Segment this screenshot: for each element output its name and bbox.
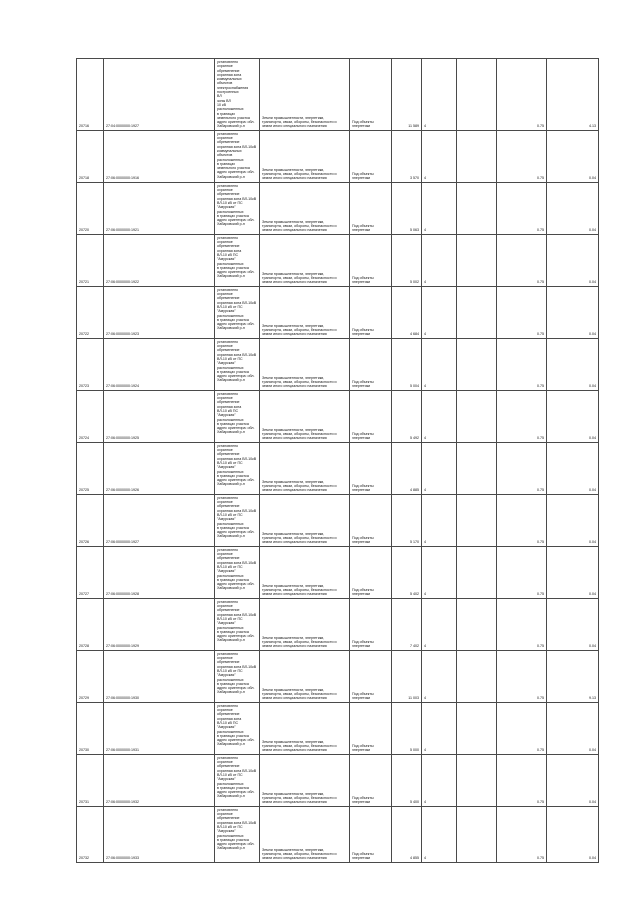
- table-row: [77, 806, 599, 862]
- col9-cell: 0.75: [497, 754, 547, 806]
- col8-cell: [457, 338, 497, 390]
- cadastral-number-cell: 27:06:0000000:1925: [104, 390, 215, 442]
- cadastral-number-cell: 27:06:0000000:1928: [104, 546, 215, 598]
- area-cell: 4 855: [392, 806, 422, 862]
- row-number-cell: 20716: [77, 59, 104, 131]
- col9-cell: 0.75: [497, 286, 547, 338]
- land-category-cell: Земли промышленности, энергетики, транспорта, связи, обороны, безопасности и земли иного специального назначения: [260, 338, 350, 390]
- land-category-cell: Земли промышленности, энергетики, транспорта, связи, обороны, безопасности и земли иного специального назначения: [260, 182, 350, 234]
- land-category-cell: Земли промышленности, энергетики, транспорта, связи, обороны, безопасности и земли иного специального назначения: [260, 598, 350, 650]
- col8-cell: [457, 182, 497, 234]
- area-cell: 7 402: [392, 598, 422, 650]
- col7-cell: 4: [422, 182, 457, 234]
- cadastral-number-cell: 27:06:0000000:1926: [104, 442, 215, 494]
- row-number-cell: 20722: [77, 286, 104, 338]
- col10-cell: 0.04: [547, 286, 599, 338]
- land-category-cell: Земли промышленности, энергетики, транспорта, связи, обороны, безопасности и земли иного специального назначения: [260, 754, 350, 806]
- col8-cell: [457, 754, 497, 806]
- land-category-cell: Земли промышленности, энергетики, транспорта, связи, обороны, безопасности и земли иного специального назначения: [260, 234, 350, 286]
- encumbrance-description-cell: установлено охранное обременение охранная зона ВЛ-10кВ ВЛ-10 кВ от ПС "Амурская" расположенных в границах участка адрес ориентира: обл. Хабаровский р-н: [215, 494, 260, 546]
- area-cell: 5 002: [392, 234, 422, 286]
- encumbrance-description-cell: установлено охранное обременение охранная зона ВЛ-10кВ ВЛ-10 кВ от ПС "Амурская" расположенных в границах участка адрес ориентира: обл. Хабаровский р-н: [215, 806, 260, 862]
- col8-cell: [457, 442, 497, 494]
- cadastral-number-cell: 27:06:0000000:1923: [104, 286, 215, 338]
- col10-cell: 0.04: [547, 182, 599, 234]
- col7-cell: 4: [422, 650, 457, 702]
- cadastral-number-cell: 27:06:0000000:1916: [104, 130, 215, 182]
- col9-cell: 0.75: [497, 130, 547, 182]
- encumbrance-description-cell: установлено охранное обременение охранная зона ВЛ-10кВ ВЛ-10 кВ от ПС "Амурская" расположенных в границах участка адрес ориентира: обл. Хабаровский р-н: [215, 650, 260, 702]
- cadastral-number-cell: 27:06:0000000:1932: [104, 754, 215, 806]
- encumbrance-description-cell: установлено охранное обременение охранная зона коммунальных объектов электроснабжения построенных ВЛ зоны ВЛ 10 кВ расположенных в границах земельного участка адрес ориентира: обл. Хабаровский р-н: [215, 59, 260, 131]
- area-cell: 4 684: [392, 286, 422, 338]
- col8-cell: [457, 234, 497, 286]
- table-row: [77, 338, 599, 390]
- col10-cell: 0.04: [547, 546, 599, 598]
- row-number-cell: 20720: [77, 182, 104, 234]
- permitted-use-cell: Под объекты энергетики: [350, 182, 392, 234]
- cadastral-number-cell: 27:06:0000000:1931: [104, 702, 215, 754]
- col9-cell: 0.75: [497, 338, 547, 390]
- col10-cell: 0.04: [547, 390, 599, 442]
- cadastral-number-cell: 27:06:0000000:1922: [104, 234, 215, 286]
- cadastral-number-cell: 27:04:0000000:1927: [104, 59, 215, 131]
- col8-cell: [457, 598, 497, 650]
- col10-cell: 0.04: [547, 598, 599, 650]
- col7-cell: 4: [422, 442, 457, 494]
- row-number-cell: 20730: [77, 702, 104, 754]
- col10-cell: 0.04: [547, 442, 599, 494]
- area-cell: 11 003: [392, 650, 422, 702]
- land-category-cell: Земли промышленности, энергетики, транспорта, связи, обороны, безопасности и земли иного специального назначения: [260, 806, 350, 862]
- col10-cell: 0.04: [547, 702, 599, 754]
- area-cell: 5 492: [392, 390, 422, 442]
- col7-cell: 4: [422, 234, 457, 286]
- row-number-cell: 20724: [77, 390, 104, 442]
- row-number-cell: 20727: [77, 546, 104, 598]
- cadastral-number-cell: 27:06:0000000:1930: [104, 650, 215, 702]
- col9-cell: 0.75: [497, 59, 547, 131]
- area-cell: 3 570: [392, 130, 422, 182]
- permitted-use-cell: Под объекты энергетики: [350, 806, 392, 862]
- land-category-cell: Земли промышленности, энергетики, транспорта, связи, обороны, безопасности и земли иного специального назначения: [260, 286, 350, 338]
- col10-cell: 0.04: [547, 494, 599, 546]
- land-category-cell: Земли промышленности, энергетики, транспорта, связи, обороны, безопасности и земли иного специального назначения: [260, 390, 350, 442]
- area-cell: 11 589: [392, 59, 422, 131]
- permitted-use-cell: Под объекты энергетики: [350, 130, 392, 182]
- col9-cell: 0.75: [497, 182, 547, 234]
- table-row: [77, 130, 599, 182]
- land-category-cell: Земли промышленности, энергетики, транспорта, связи, обороны, безопасности и земли иного специального назначения: [260, 546, 350, 598]
- col10-cell: 4.13: [547, 59, 599, 131]
- land-category-cell: Земли промышленности, энергетики, транспорта, связи, обороны, безопасности и земли иного специального назначения: [260, 494, 350, 546]
- permitted-use-cell: Под объекты энергетики: [350, 286, 392, 338]
- col9-cell: 0.75: [497, 702, 547, 754]
- col7-cell: 4: [422, 59, 457, 131]
- col7-cell: 4: [422, 598, 457, 650]
- col9-cell: 0.75: [497, 546, 547, 598]
- permitted-use-cell: Под объекты энергетики: [350, 442, 392, 494]
- table-row: [77, 754, 599, 806]
- encumbrance-description-cell: установлено охранное обременение охранная зона ВЛ-10 кВ ПС "Амурская" расположенных в границах участка адрес ориентира: обл. Хабаровский р-н: [215, 390, 260, 442]
- col8-cell: [457, 806, 497, 862]
- col7-cell: 4: [422, 806, 457, 862]
- area-cell: 5 170: [392, 494, 422, 546]
- table-row: [77, 494, 599, 546]
- col10-cell: 0.04: [547, 234, 599, 286]
- col9-cell: 0.75: [497, 494, 547, 546]
- land-category-cell: Земли промышленности, энергетики, транспорта, связи, обороны, безопасности и земли иного специального назначения: [260, 650, 350, 702]
- area-cell: 5 400: [392, 754, 422, 806]
- table-row: [77, 390, 599, 442]
- row-number-cell: 20729: [77, 650, 104, 702]
- row-number-cell: 20718: [77, 130, 104, 182]
- cadastral-number-cell: 27:06:0000000:1929: [104, 598, 215, 650]
- table-row: [77, 182, 599, 234]
- permitted-use-cell: Под объекты энергетики: [350, 338, 392, 390]
- land-category-cell: Земли промышленности, энергетики, транспорта, связи, обороны, безопасности и земли иного специального назначения: [260, 130, 350, 182]
- encumbrance-description-cell: установлено охранное обременение охранная зона ВЛ-10кВ ВЛ-10 кВ от ПС "Амурская" расположенных в границах участка адрес ориентира: обл. Хабаровский р-н: [215, 754, 260, 806]
- col10-cell: 0.04: [547, 338, 599, 390]
- col9-cell: 0.75: [497, 234, 547, 286]
- area-cell: 5 063: [392, 182, 422, 234]
- col8-cell: [457, 702, 497, 754]
- col7-cell: 4: [422, 286, 457, 338]
- col7-cell: 4: [422, 494, 457, 546]
- col7-cell: 4: [422, 754, 457, 806]
- col8-cell: [457, 546, 497, 598]
- land-category-cell: Земли промышленности, энергетики, транспорта, связи, обороны, безопасности и земли иного специального назначения: [260, 702, 350, 754]
- col10-cell: 0.04: [547, 754, 599, 806]
- row-number-cell: 20731: [77, 754, 104, 806]
- permitted-use-cell: Под объекты энергетики: [350, 598, 392, 650]
- table-row: [77, 702, 599, 754]
- cadastral-number-cell: 27:06:0000000:1927: [104, 494, 215, 546]
- land-category-cell: Земли промышленности, энергетики, транспорта, связи, обороны, безопасности и земли иного специального назначения: [260, 59, 350, 131]
- col9-cell: 0.75: [497, 650, 547, 702]
- area-cell: 5 000: [392, 702, 422, 754]
- permitted-use-cell: Под объекты энергетики: [350, 546, 392, 598]
- encumbrance-description-cell: установлено охранное обременение охранная зона ВЛ-10кВ ВЛ-10 кВ от ПС "Амурская" расположенных в границах участка адрес ориентира: обл. Хабаровский р-н: [215, 182, 260, 234]
- table-row: [77, 234, 599, 286]
- col9-cell: 0.75: [497, 806, 547, 862]
- permitted-use-cell: Под объекты энергетики: [350, 650, 392, 702]
- land-register-table: [76, 58, 599, 863]
- row-number-cell: 20728: [77, 598, 104, 650]
- col7-cell: 4: [422, 546, 457, 598]
- encumbrance-description-cell: установлено охранное обременение охранная зона ВЛ-10кВ коммунальных объектов расположенных в границах земельного участка адрес ориентира: обл. Хабаровский р-н: [215, 130, 260, 182]
- area-cell: 5 004: [392, 338, 422, 390]
- encumbrance-description-cell: установлено охранное обременение охранная зона ВЛ-10кВ ВЛ-10 кВ от ПС "Амурская" расположенных в границах участка адрес ориентира: обл. Хабаровский р-н: [215, 286, 260, 338]
- col9-cell: 0.75: [497, 442, 547, 494]
- cadastral-number-cell: 27:06:0000000:1933: [104, 806, 215, 862]
- row-number-cell: 20726: [77, 494, 104, 546]
- permitted-use-cell: Под объекты энергетики: [350, 390, 392, 442]
- land-category-cell: Земли промышленности, энергетики, транспорта, связи, обороны, безопасности и земли иного специального назначения: [260, 442, 350, 494]
- table-row: [77, 546, 599, 598]
- row-number-cell: 20723: [77, 338, 104, 390]
- cadastral-number-cell: 27:06:0000000:1924: [104, 338, 215, 390]
- table-body: [77, 59, 599, 863]
- col7-cell: 4: [422, 130, 457, 182]
- permitted-use-cell: Под объекты энергетики: [350, 494, 392, 546]
- permitted-use-cell: Под объекты энергетики: [350, 234, 392, 286]
- col8-cell: [457, 130, 497, 182]
- encumbrance-description-cell: установлено охранное обременение охранная зона ВЛ-10 кВ ПС "Амурская" расположенных в границах участка адрес ориентира: обл. Хабаровский р-н: [215, 702, 260, 754]
- area-cell: 5 402: [392, 546, 422, 598]
- table-row: [77, 650, 599, 702]
- area-cell: 4 885: [392, 442, 422, 494]
- col8-cell: [457, 286, 497, 338]
- col10-cell: 0.04: [547, 806, 599, 862]
- col8-cell: [457, 59, 497, 131]
- col9-cell: 0.75: [497, 390, 547, 442]
- table-row: [77, 442, 599, 494]
- table-row: [77, 286, 599, 338]
- col8-cell: [457, 390, 497, 442]
- permitted-use-cell: Под объекты энергетики: [350, 59, 392, 131]
- col8-cell: [457, 650, 497, 702]
- col9-cell: 0.75: [497, 598, 547, 650]
- encumbrance-description-cell: установлено охранное обременение охранная зона ВЛ-10кВ ВЛ-10 кВ от ПС "Амурская" расположенных в границах участка адрес ориентира: обл. Хабаровский р-н: [215, 338, 260, 390]
- table-row: [77, 59, 599, 131]
- col10-cell: 0.04: [547, 130, 599, 182]
- col10-cell: 9.13: [547, 650, 599, 702]
- encumbrance-description-cell: установлено охранное обременение охранная зона ВЛ-10кВ ВЛ-10 кВ от ПС "Амурская" расположенных в границах участка адрес ориентира: обл. Хабаровский р-н: [215, 546, 260, 598]
- encumbrance-description-cell: установлено охранное обременение охранная зона ВЛ-10кВ ВЛ-10 кВ от ПС "Амурская" расположенных в границах участка адрес ориентира: обл. Хабаровский р-н: [215, 598, 260, 650]
- row-number-cell: 20721: [77, 234, 104, 286]
- col8-cell: [457, 494, 497, 546]
- row-number-cell: 20732: [77, 806, 104, 862]
- permitted-use-cell: Под объекты энергетики: [350, 702, 392, 754]
- col7-cell: 4: [422, 338, 457, 390]
- permitted-use-cell: Под объекты энергетики: [350, 754, 392, 806]
- encumbrance-description-cell: установлено охранное обременение охранная зона ВЛ-10кВ ВЛ-10 кВ от ПС "Амурская" расположенных в границах участка адрес ориентира: обл. Хабаровский р-н: [215, 442, 260, 494]
- row-number-cell: 20725: [77, 442, 104, 494]
- col7-cell: 4: [422, 702, 457, 754]
- col7-cell: 4: [422, 390, 457, 442]
- cadastral-number-cell: 27:06:0000000:1921: [104, 182, 215, 234]
- table-row: [77, 598, 599, 650]
- encumbrance-description-cell: установлено охранное обременение охранная зона ВЛ-10 кВ ПС "Амурская" расположенных в границах участка адрес ориентира: обл. Хабаровский р-н: [215, 234, 260, 286]
